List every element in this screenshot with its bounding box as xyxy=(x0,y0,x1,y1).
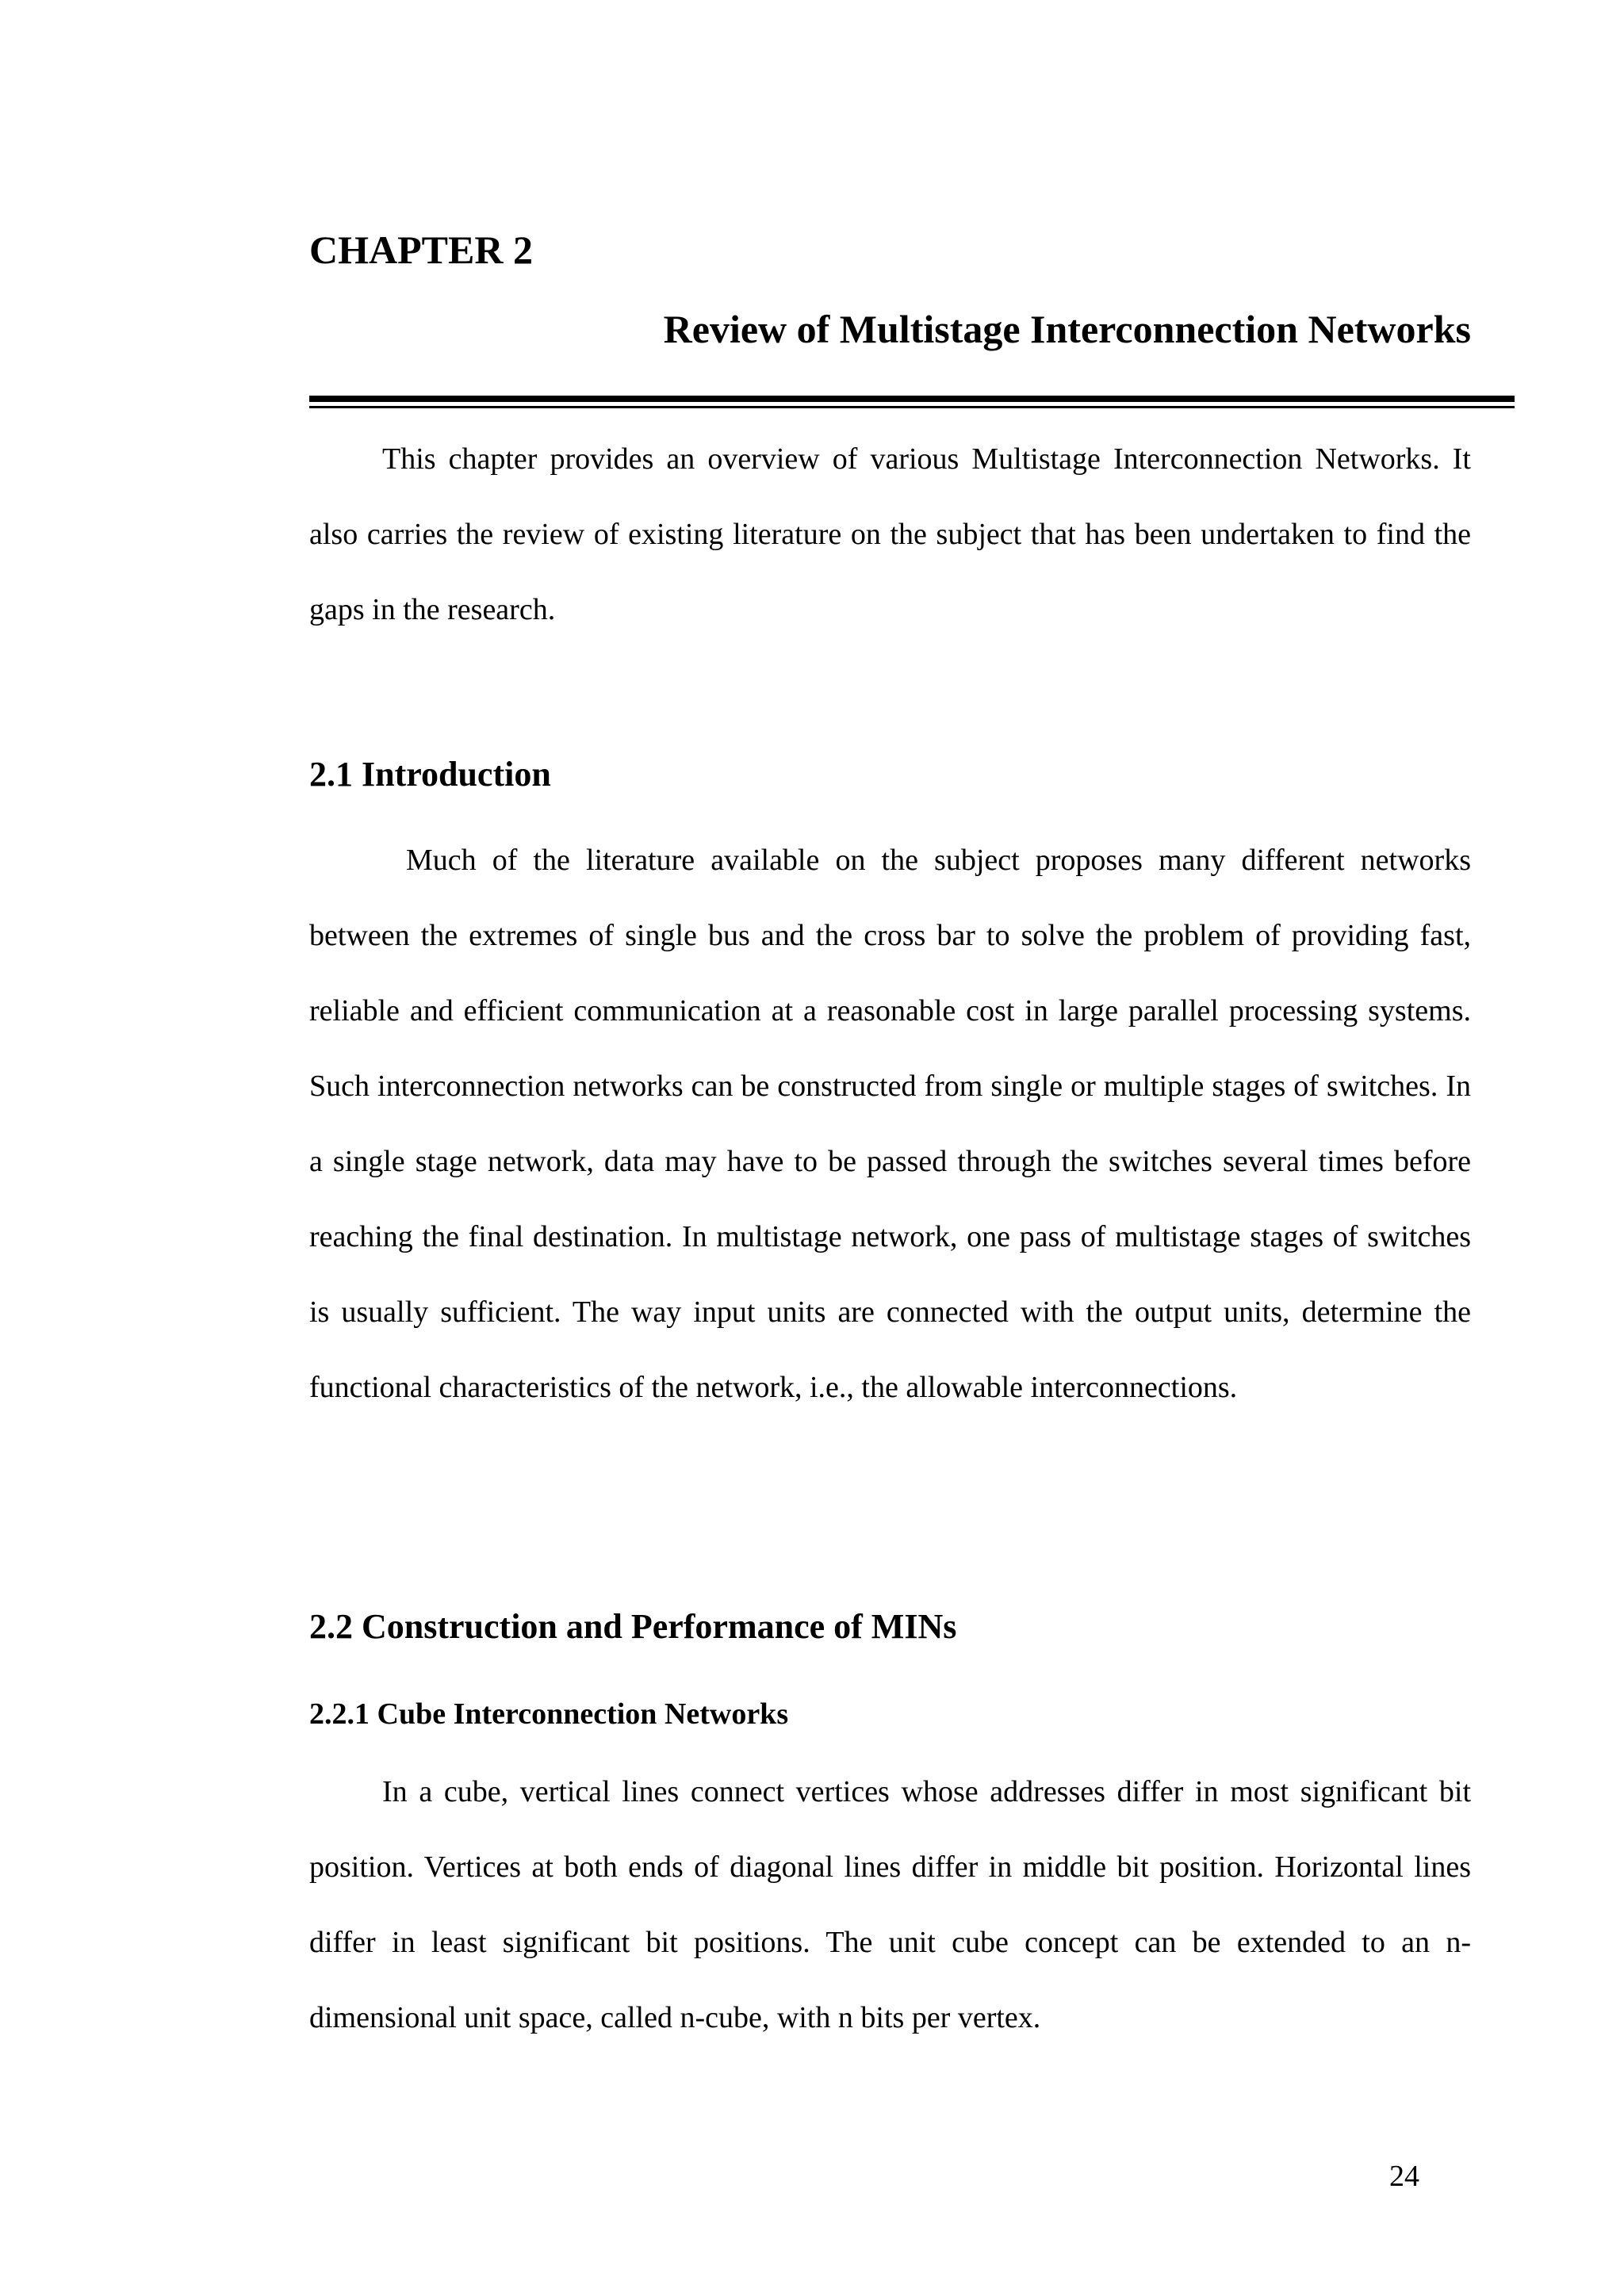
subsection-heading-cube-networks: 2.2.1 Cube Interconnection Networks xyxy=(309,1697,789,1731)
intro-paragraph xyxy=(309,422,1471,648)
cube-networks-paragraph-text: In a cube, vertical lines connect vertices whose addresses differ in most significant bit position. Vertices at both ends of diagonal lines differ in middle bit position. Horizontal lines differ in least significant bit positions. The unit cube concept can be extended to an n-dimensional unit space, called n-cube, with n bits per vertex. xyxy=(309,1775,1471,2034)
introduction-paragraph xyxy=(309,823,1471,1425)
section-heading-construction: 2.2 Construction and Performance of MINs xyxy=(309,1607,957,1646)
page-number: 24 xyxy=(1389,2160,1419,2193)
section-heading-introduction: 2.1 Introduction xyxy=(309,755,551,794)
chapter-divider-thick xyxy=(309,396,1515,402)
chapter-label: CHAPTER 2 xyxy=(309,228,533,272)
introduction-paragraph-text: Much of the literature available on the subject proposes many different networks between the extremes of single bus and the cross bar to solve the problem of providing fast, reliable and efficient communication at a reasonable cost in large parallel processing systems. Such interconnection networks can be constructed from single or multiple stages of switches. In a single stage network, data may have to be passed through the switches several times before reaching the final destination. In multistage network, one pass of multistage stages of switches is usually sufficient. The way input units are connected with the output units, determine the functional characteristics of the network, i.e., the allowable interconnections. xyxy=(309,844,1471,1404)
chapter-divider-thin xyxy=(309,406,1515,408)
chapter-title: Review of Multistage Interconnection Networks xyxy=(663,307,1471,351)
cube-networks-paragraph xyxy=(309,1755,1471,2056)
intro-paragraph-text: This chapter provides an overview of various Multistage Interconnection Networks. It also carries the review of existing literature on the subject that has been undertaken to find the gaps in the research. xyxy=(309,442,1471,626)
